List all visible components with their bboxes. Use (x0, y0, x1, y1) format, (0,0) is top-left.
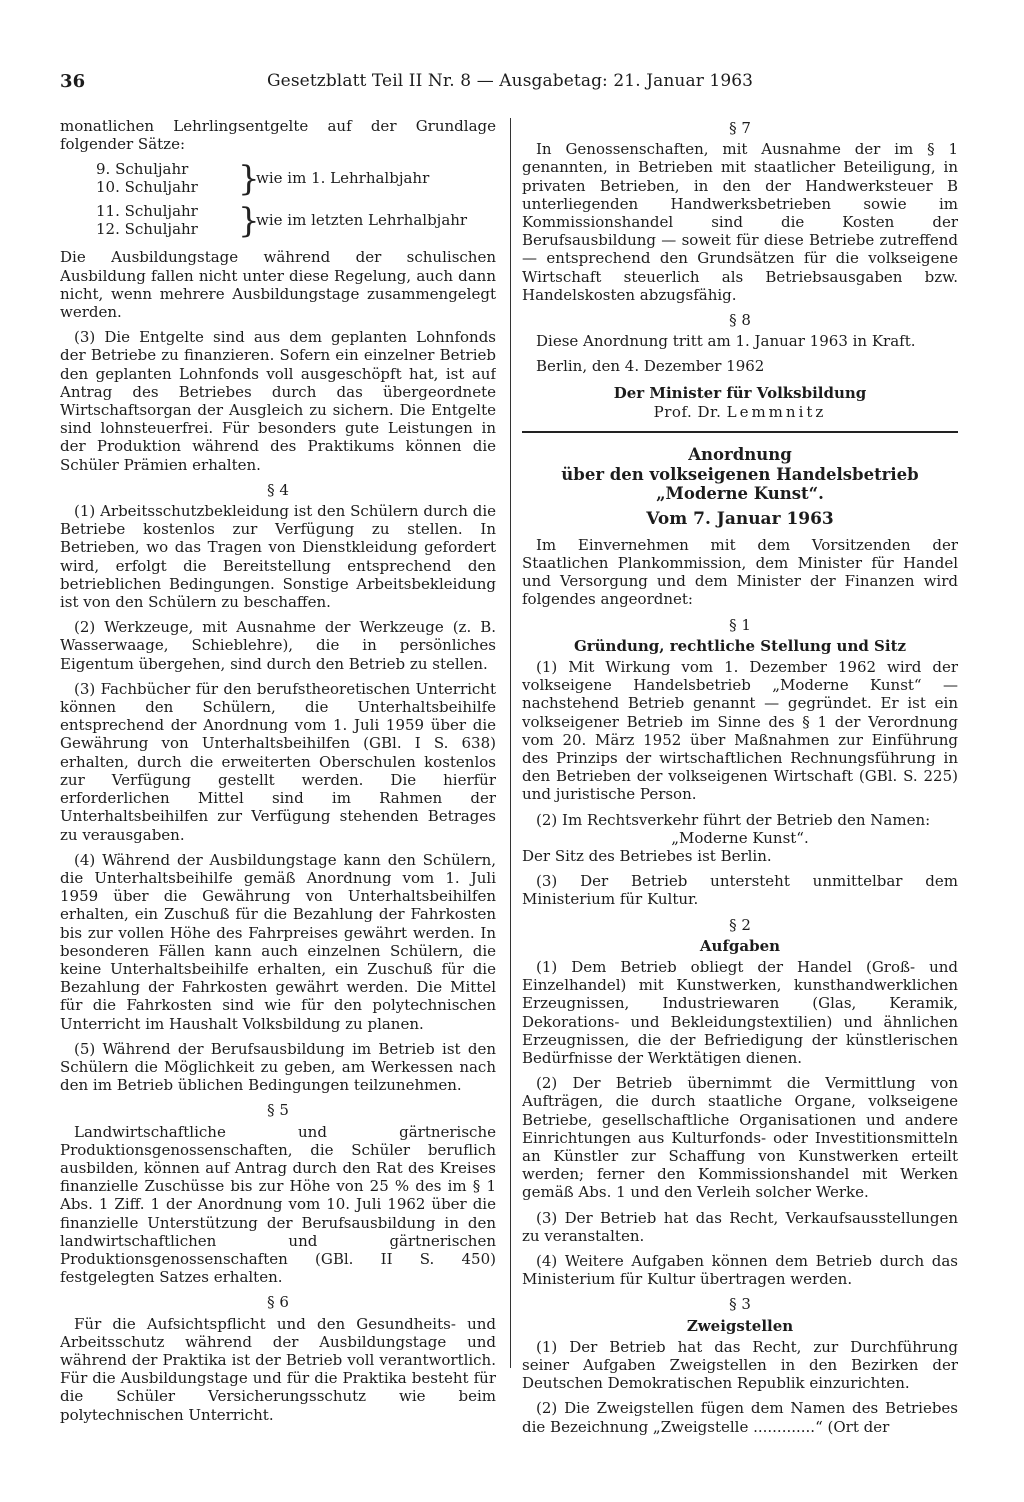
paragraph: (4) Während der Ausbildungstage kann den Schülern, die Unterhaltsbeihilfe gemäß Anordnung vom 1. Juli 1959 über die Gewährung von Unterhaltsbeihilfen erhalten, ein Zuschuß für die Bezahlung der Fahrkosten bis zur vollen Höhe des Fahrpreises gewährt werden. In besonderen Fällen kann auch einzelnen Schülern, die keine Unterhaltsbeihilfe erhalten, ein Zuschuß für die Bezahlung der Fahrkosten gewährt werden. Die Mittel für die Fahrkosten sind wie für den polytechnischen Unterricht im Haushalt Volksbildung zu planen. (60, 850, 496, 1033)
left-column (60, 117, 496, 1502)
section-heading: § 7 (729, 119, 751, 137)
paragraph: Die Ausbildungstage während der schulischen Ausbildung fallen nicht unter diese Regelung, auch dann nicht, wenn mehrere Ausbildungstage zusammengelegt werden. (60, 248, 496, 322)
section-heading: § 6 (267, 1293, 289, 1312)
rate-year: 10. Schuljahr (96, 178, 198, 197)
right-column (522, 117, 958, 1502)
paragraph: (2) Die Zweigstellen fügen dem Namen des Betriebes die Bezeichnung „Zweigstelle .............“ (Ort der (522, 1399, 958, 1436)
paragraph: Für die Aufsichtspflicht und den Gesundheits- und Arbeitsschutz während der Ausbildungstage und während der Praktika ist der Betrieb voll verantwortlich. Für die Ausbildungstage und für die Praktika besteht für die Schüler Versicherungsschutz wie beim polytechnischen Unterricht. (60, 1314, 496, 1424)
rate-year: 12. Schuljahr (96, 220, 198, 239)
paragraph: (1) Mit Wirkung vom 1. Dezember 1962 wird der volkseigene Handelsbetrieb „Moderne Kunst“ — nachstehend Betrieb genannt — gegründet. Er ist ein volkseigener Betrieb im Sinne des § 1 der Verordnung vom 20. März 1952 über Maßnahmen zur Einführung des Prinzips der wirtschaftlichen Rechnungsführung in den Betrieben der volkseigenen Wirtschaft (GBl. S. 225) und juristische Person. (522, 657, 958, 804)
preamble: Im Einvernehmen mit dem Vorsitzenden der Staatlichen Plankommission, dem Minister für Handel und Versorgung und dem Minister der Finanzen wird folgendes angeordnet: (522, 535, 958, 609)
paragraph: (2) Im Rechtsverkehr führt der Betrieb den Namen: (536, 810, 931, 829)
section-heading: § 5 (267, 1101, 289, 1120)
rate-year: 11. Schuljahr (96, 202, 198, 221)
page-number: 36 (60, 71, 86, 92)
document-date: Vom 7. Januar 1963 (646, 508, 834, 529)
intro-paragraph: monatlichen Lehrlingsentgelte auf der Grundlage folgender Sätze: (60, 117, 496, 154)
section-title: Gründung, rechtliche Stellung und Sitz (573, 636, 907, 655)
paragraph: (3) Der Betrieb untersteht unmittelbar dem Ministerium für Kultur. (522, 872, 958, 909)
section-heading: § 8 (729, 311, 751, 330)
rate-rule: wie im 1. Lehrhalbjahr (256, 169, 430, 188)
document-title: über den volkseigenen Handelsbetrieb (561, 464, 919, 484)
signer-name: Lemmnitz (726, 402, 827, 421)
paragraph: Diese Anordnung tritt am 1. Januar 1963 in Kraft. (536, 332, 916, 351)
document-title: Anordnung (688, 445, 792, 465)
section-title: Aufgaben (699, 936, 781, 955)
place-date: Berlin, den 4. Dezember 1962 (536, 357, 765, 376)
paragraph: Der Sitz des Betriebes ist Berlin. (522, 847, 772, 865)
section-title: Zweigstellen (686, 1316, 794, 1335)
signer-office: Der Minister für Volksbildung (613, 383, 867, 402)
paragraph: (4) Weitere Aufgaben können dem Betrieb durch das Ministerium für Kultur übertragen werden. (522, 1252, 958, 1289)
paragraph: (1) Der Betrieb hat das Recht, zur Durchführung seiner Aufgaben Zweigstellen in den Bezirken der Deutschen Demokratischen Republik einzurichten. (522, 1337, 958, 1393)
section-heading: § 2 (729, 915, 751, 934)
paragraph: Landwirtschaftliche und gärtnerische Produktionsgenossenschaften, die Schüler beruflich ausbilden, können auf Antrag durch den Rat des Kreises finanzielle Zuschüsse bis zur Höhe von 25 % des im § 1 Abs. 1 Ziff. 1 der Anordnung vom 10. Juli 1962 über die finanzielle Unterstützung der Berufsausbildung in den landwirtschaftlichen und gärtnerischen Produktionsgenossenschaften (GBl. II S. 450) festgelegten Satzes erhalten. (60, 1122, 496, 1287)
paragraph: (2) Der Betrieb übernimmt die Vermittlung von Aufträgen, die durch staatliche Organe, volkseigene Betriebe, gesellschaftliche Organisationen und andere Einrichtungen aus Kulturfonds- oder Investitionsmitteln an Künstler zur Schaffung von Kunstwerken erteilt werden; ferner den Kommissionshandel mit Werken gemäß Abs. 1 und den Verleih solcher Werke. (522, 1074, 958, 1202)
paragraph: (2) Werkzeuge, mit Ausnahme der Werkzeuge (z. B. Wasserwaage, Schieblehre), die in persönliches Eigentum übergehen, sind durch den Betrieb zu stellen. (60, 618, 496, 673)
rate-year: 9. Schuljahr (96, 160, 189, 179)
signer (522, 403, 958, 421)
paragraph: (5) Während der Berufsausbildung im Betrieb ist den Schülern die Möglichkeit zu geben, am Werkessen nach den im Betrieb üblichen Bedingungen teilzunehmen. (60, 1039, 496, 1095)
running-head: Gesetzblatt Teil II Nr. 8 — Ausgabetag: 21. Januar 1963 (267, 71, 754, 91)
section-divider (522, 431, 958, 433)
signer-title: Prof. Dr. (653, 402, 722, 421)
paragraph: (3) Die Entgelte sind aus dem geplanten Lohnfonds der Betriebe zu finanzieren. Sofern ein einzelner Betrieb den geplanten Lohnfonds voll ausgeschöpft hat, ist auf Antrag des Betriebes durch das übergeordnete Wirtschaftsorgan der Ausgleich zu sichern. Die Entgelte sind lohnsteuerfrei. Für besonders gute Leistungen in der Produktion während des Praktikums können die Schüler Prämien erhalten. (60, 328, 496, 474)
business-name: „Moderne Kunst“. (671, 828, 809, 847)
rate-rule: wie im letzten Lehrhalbjahr (256, 211, 468, 230)
paragraph: In Genossenschaften, mit Ausnahme der im § 1 genannten, in Betrieben mit staatlicher Beteiligung, in privaten Betrieben, in den der Handwerksteuer B unterliegenden Handwerksbetrieben sowie im Kommissionshandel sind die Kosten der Berufsausbildung — soweit für diese Betriebe zutreffend — entsprechend den Grundsätzen für die volkseigene Wirtschaft steuerlich als Betriebsausgaben bzw. Handelskosten abzugsfähig. (522, 140, 958, 304)
paragraph: (1) Dem Betrieb obliegt der Handel (Groß- und Einzelhandel) mit Kunstwerken, kunsthandwerklichen Erzeugnissen, Industriewaren (Glas, Keramik, Dekorations- und Bekleidungstextilien) und ähnlichen Erzeugnissen, die der Befriedigung der künstlerischen Bedürfnisse der Werktätigen dienen. (522, 958, 958, 1068)
brace-icon: } (238, 201, 260, 242)
section-heading: § 1 (729, 615, 751, 634)
section-heading: § 4 (267, 480, 289, 499)
column-divider (510, 118, 511, 1368)
rates-table (60, 160, 496, 244)
paragraph: (1) Arbeitsschutzbekleidung ist den Schülern durch die Betriebe kostenlos zur Verfügung zu stellen. In Betrieben, wo das Tragen von Dienstkleidung gefordert wird, erfolgt die Bereitstellung entsprechend den betrieblichen Bedingungen. Sonstige Arbeitsbekleidung ist von den Schülern zu beschaffen. (60, 502, 496, 612)
paragraph: (3) Fachbücher für den berufstheoretischen Unterricht können den Schülern, die Unterhaltsbeihilfe entsprechend der Anordnung vom 1. Juli 1959 über die Gewährung von Unterhaltsbeihilfen (GBl. I S. 638) erhalten, durch die erweiterten Oberschulen kostenlos zur Verfügung gestellt werden. Die hierfür erforderlichen Mittel sind im Rahmen der Unterhaltsbeihilfen zur Verfügung stehenden Betrages zu verausgaben. (60, 679, 496, 844)
paragraph: (3) Der Betrieb hat das Recht, Verkaufsausstellungen zu veranstalten. (522, 1208, 958, 1245)
section-heading: § 3 (729, 1295, 751, 1314)
page-header (60, 71, 960, 95)
document-title: „Moderne Kunst“. (656, 484, 824, 504)
brace-icon: } (238, 159, 260, 200)
